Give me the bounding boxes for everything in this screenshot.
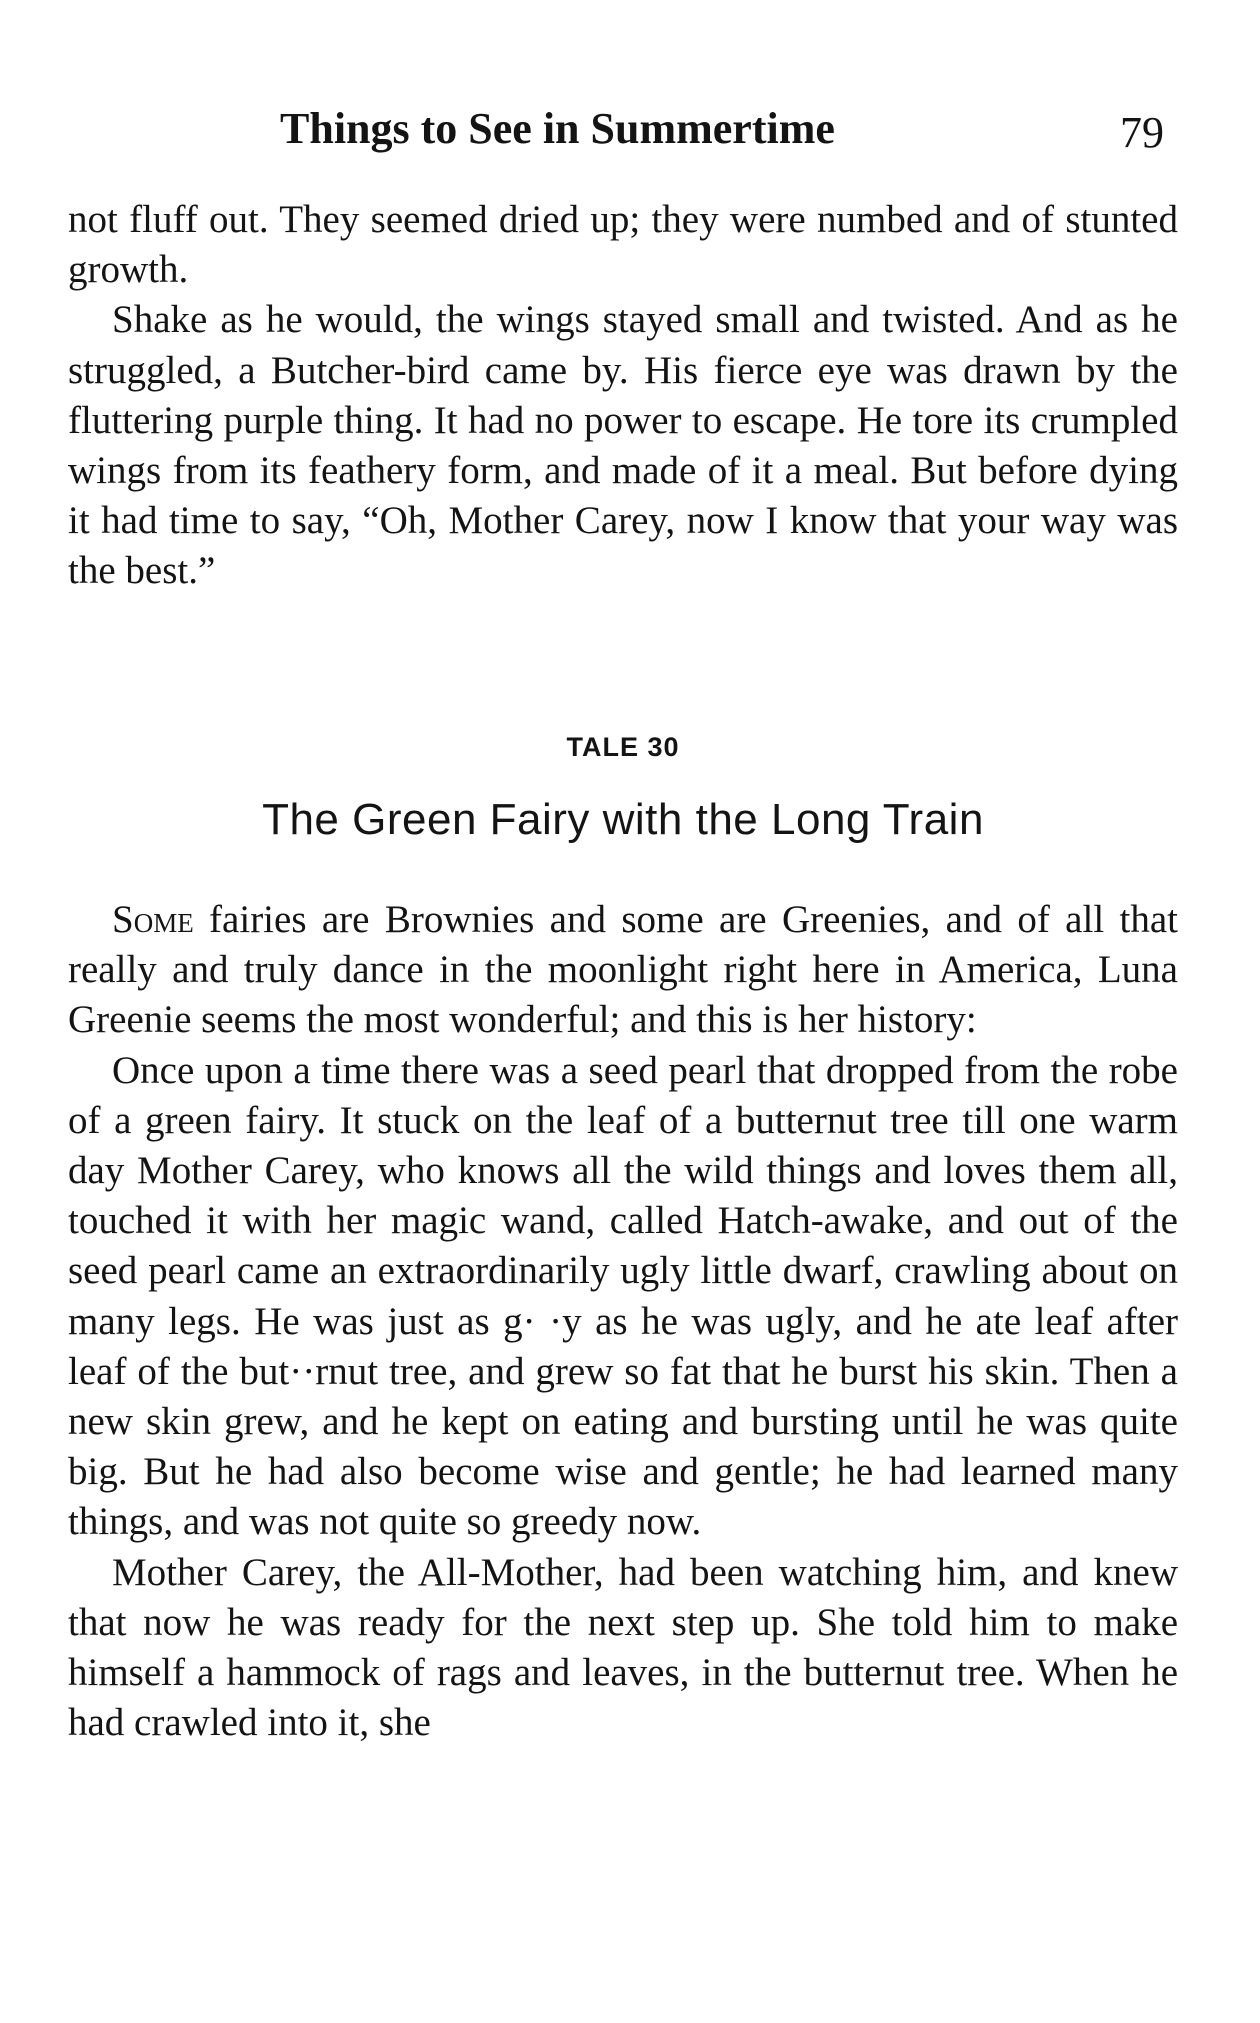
- opening-text: fairies are Brownies and some are Greenies, and of all that really and truly dance in the moonlight right here in America, Luna Greenie seems the most wonderful; and this is her history:: [68, 898, 1178, 1042]
- opening-word: Some: [112, 898, 194, 941]
- paragraph: Shake as he would, the wings stayed small and twisted. And as he struggled, a Butcher-bird came by. His fierce eye was drawn by the fluttering purple thing. It had no power to escape. He tore its crumpled wings from its feathery form, and made of it a meal. But before dying it had time to say, “Oh, Mother Carey, now I know that your way was the best.”: [68, 298, 1178, 593]
- continued-story-text: [68, 195, 1178, 597]
- tale-title: The Green Fairy with the Long Train: [262, 795, 984, 844]
- paragraph: not fluff out. They seemed dried up; they were numbed and of stunted growth.: [68, 198, 1178, 292]
- paragraph: Once upon a time there was a seed pearl that dropped from the robe of a green fairy. It stuck on the leaf of a butternut tree till one warm day Mother Carey, who knows all the wild things and loves them all, touched it with her magic wand, called Hatch-awake, and out of the seed pearl came an extraordinarily ugly little dwarf, crawling about on many legs. He was just as g· ·y as he was ugly, and he ate leaf after leaf of the but··rnut tree, and grew so fat that he burst his skin. Then a new skin grew, and he kept on eating and bursting until he was quite big. But he had also become wise and gentle; he had learned many things, and was not quite so greedy now.: [68, 1048, 1178, 1544]
- paragraph: Mother Carey, the All-Mother, had been watching him, and knew that now he was ready for the next step up. She told him to make himself a hammock of rags and leaves, in the butternut tree. When he had crawled into it, she: [68, 1550, 1178, 1745]
- page-number: 79: [1120, 108, 1164, 157]
- tale-story-text: [68, 895, 1178, 1748]
- running-head: [68, 103, 1178, 163]
- tale-number-label: TALE 30: [566, 732, 680, 762]
- running-title: Things to See in Summertime: [280, 104, 835, 153]
- paragraph: [68, 895, 1178, 1046]
